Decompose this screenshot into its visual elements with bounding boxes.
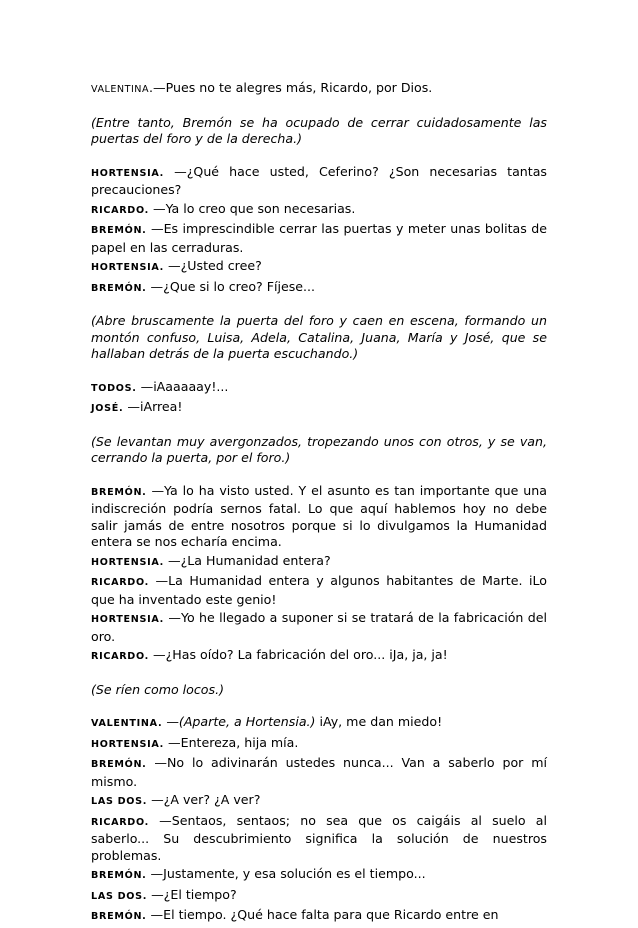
dialogue-line (91, 164, 547, 199)
dialogue-text: —Entereza, hija mía. (168, 734, 299, 750)
speaker-separator: . (149, 80, 154, 95)
dialogue-text: —Sentaos, sentaos; no sea que os caigáis al suelo al saberlo... Su descubrimiento significa la solución de nuestros problemas. (91, 812, 547, 863)
speaker-name: RICARDO. (91, 204, 149, 216)
dialogue-text: —Ya lo ha visto usted. Y el asunto es tan importante que una indiscreción podría sernos fatal. Lo que aquí hablemos hoy no debe salir jamás de entre nosotros porque si lo divulgamos la Humanidad entera se nos echaría encima. (91, 482, 547, 549)
speaker-name: LAS DOS. (91, 796, 148, 807)
dialogue-text: —Yo he llegado a suponer si se tratará de la fabricación del oro. (91, 610, 547, 644)
dialogue-line (91, 553, 547, 572)
dialogue-line (91, 379, 547, 398)
speaker-name: JOSÉ. (91, 403, 124, 414)
dialogue-line (91, 813, 547, 865)
dialogue-line (91, 80, 547, 99)
dialogue-line (91, 755, 547, 790)
speaker-name: BREMÓN. (91, 486, 147, 498)
speaker-name: VALENTINA. (91, 718, 163, 729)
dialogue-line (91, 907, 547, 926)
speaker-name: LAS DOS. (91, 890, 148, 902)
inline-stage-direction: —(Aparte, a Hortensia.) (166, 714, 316, 729)
speaker-name: HORTENSIA. (91, 262, 164, 273)
speaker-name: BREMÓN. (91, 870, 147, 881)
speaker-name: BREMÓN. (91, 225, 147, 236)
dialogue-line (91, 221, 547, 256)
dialogue-line (91, 399, 547, 418)
dialogue-line (91, 735, 547, 754)
dialogue-text: —¿La Humanidad entera? (168, 552, 331, 568)
dialogue-line (91, 792, 547, 811)
dialogue-line (91, 483, 547, 551)
speaker-name: HORTENSIA. (91, 738, 164, 750)
speaker-name: HORTENSIA. (91, 167, 164, 179)
dialogue-line (91, 647, 547, 666)
dialogue-text: iAy, me dan miedo! (315, 714, 443, 729)
speaker-name: HORTENSIA. (91, 556, 164, 568)
speaker-name: RICARDO. (91, 577, 149, 588)
dialogue-text: —¿Qué hace usted, Ceferino? ¿Son necesarias tantas precauciones? (91, 163, 547, 197)
speaker-name: BREMÓN. (91, 759, 147, 770)
dialogue-line (91, 258, 547, 277)
speaker-name: TODOS. (91, 382, 137, 394)
dialogue-text: —iArrea! (127, 399, 183, 414)
dialogue-text: —No lo adivinarán ustedes nunca... Van a saberlo por mí mismo. (91, 755, 547, 789)
dialogue-text: —iAaaaaay!... (140, 378, 229, 394)
dialogue-text: —El tiempo. ¿Qué hace falta para que Ricardo entre en (150, 907, 499, 922)
dialogue-line (91, 201, 547, 220)
dialogue-line (91, 279, 547, 298)
dialogue-text: —¿A ver? ¿A ver? (151, 792, 261, 807)
speaker-name: HORTENSIA. (91, 614, 164, 625)
script-page (91, 80, 547, 928)
dialogue-line (91, 573, 547, 608)
speaker-name: RICARDO. (91, 651, 149, 662)
stage-direction: (Abre bruscamente la puerta del foro y caen en escena, formando un montón confuso, Luisa, Adela, Catalina, Juana, María y José, que se hallaban detrás de la puerta escuchando.) (91, 313, 547, 361)
dialogue-text: —Pues no te alegres más, Ricardo, por Dios. (153, 80, 433, 95)
dialogue-text: —Justamente, y esa solución es el tiempo... (150, 866, 426, 881)
dialogue-text: —La Humanidad entera y algunos habitantes de Marte. iLo que ha inventado este genio! (91, 573, 547, 607)
dialogue-text: —Es imprescindible cerrar las puertas y meter unas bolitas de papel en las cerraduras. (91, 221, 547, 255)
dialogue-text: —¿El tiempo? (151, 886, 237, 902)
speaker-name: VALENTINA (91, 84, 150, 95)
speaker-name: RICARDO. (91, 816, 149, 828)
dialogue-line (91, 610, 547, 645)
stage-direction: (Se ríen como locos.) (91, 681, 224, 697)
speaker-name: BREMÓN. (91, 282, 147, 294)
dialogue-text: —¿Que si lo creo? Fíjese... (150, 278, 316, 294)
speaker-name: BREMÓN. (91, 911, 147, 922)
dialogue-line (91, 887, 547, 906)
dialogue-text: —¿Usted cree? (168, 258, 262, 273)
dialogue-text: —¿Has oído? La fabricación del oro... iJa, ja, ja! (152, 647, 448, 662)
dialogue-line (91, 714, 547, 733)
dialogue-text: —Ya lo creo que son necesarias. (152, 200, 356, 216)
stage-direction: (Se levantan muy avergonzados, tropezando unos con otros, y se van, cerrando la puerta, por el foro.) (91, 433, 547, 465)
dialogue-line (91, 866, 547, 885)
stage-direction: (Entre tanto, Bremón se ha ocupado de cerrar cuidadosamente las puertas del foro y de la derecha.) (91, 114, 547, 146)
